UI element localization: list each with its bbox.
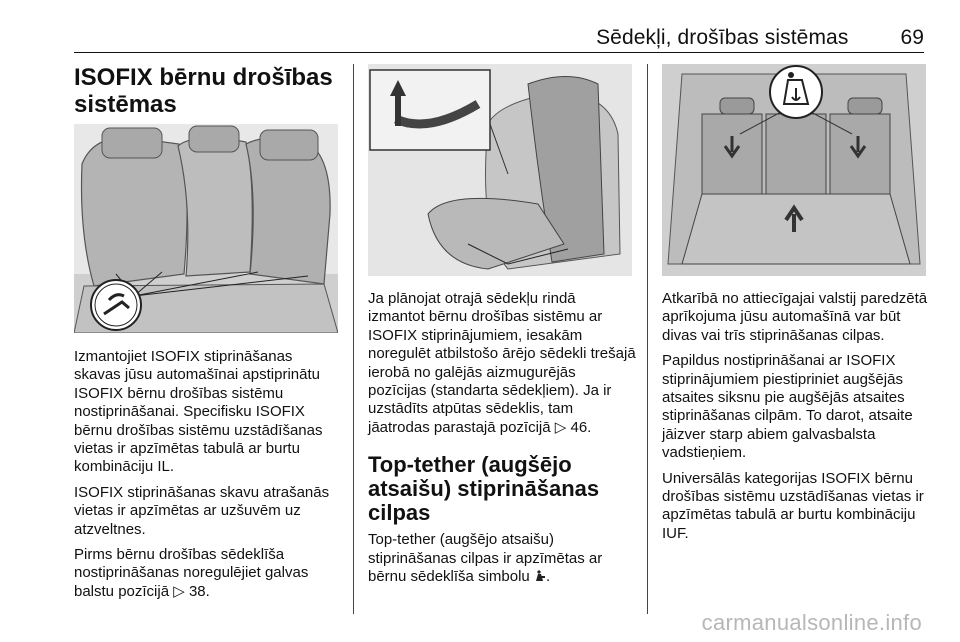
page-number: 69	[900, 26, 924, 49]
figure-seat-adjustment	[368, 64, 632, 276]
column-divider-1	[353, 64, 354, 614]
page-header	[596, 26, 924, 50]
paragraph: Top-tether (augšējo atsaišu) stiprināšanas cilpas ir apzīmētas ar bērnu sēdeklīša simbolu .	[368, 531, 603, 586]
paragraph-text: Top-tether (augšējo atsaišu) stiprināšanas cilpas ir apzīmētas ar bērnu sēdeklīša simbolu	[368, 531, 603, 586]
column-3-text	[662, 290, 930, 550]
column-divider-2	[647, 64, 648, 614]
section-heading-top-tether: Top-tether (augšējo atsaišu) stiprināšanas cilpas	[368, 452, 600, 526]
column-2-text	[368, 290, 636, 593]
paragraph: Izmantojiet ISOFIX stiprināšanas skavas jūsu automašīnai apstiprinātu ISOFIX bērnu drošības sistēmu nostiprināšanai. Specifisku ISOFIX bērnu drošības sistēmu uzstādīšanas vietas ir apzīmētas tabulā ar burtu kombināciju IL.	[74, 348, 323, 476]
paragraph-text: Ja plānojat otrajā sēdekļu rindā izmantot bērnu drošības sistēmu ar ISOFIX stiprinājumiem, iesakām noregulēt atbilstošo ārējo sēdekli trešajā ierobā no galējās aizmugurējās pozīcijas (standarta sēdekļiem). Ja ir uzstādīts atpūtas sēdeklis, tam jāatrodas parastajā pozīcijā	[368, 290, 636, 436]
figure-top-tether-loops	[662, 64, 926, 276]
paragraph: Atkarībā no attiecīgajai valstij paredzētā aprīkojuma jūsu automašīnā var būt divas vai trīs stiprināšanas cilpas.	[662, 290, 928, 344]
ref-arrow-icon: ▷	[173, 582, 185, 600]
column-1-text	[74, 348, 342, 608]
paragraph	[74, 546, 342, 601]
figure-rear-seat-isofix	[74, 124, 338, 333]
header-rule	[74, 52, 924, 53]
paragraph: Papildus nostiprināšanai ar ISOFIX stiprinājumiem piestipriniet augšējās atsaites siksnu pie augšējās atsaites stiprināšanas cilpām. To darot, atsaite jāizver starp abiem galvasbalsta vadstieņiem.	[662, 352, 913, 462]
column-1	[74, 64, 336, 118]
paragraph	[368, 290, 636, 437]
watermark: carmanualsonline.info	[701, 610, 922, 635]
page-reference: 38.	[188, 582, 210, 600]
ref-arrow-icon: ▷	[554, 418, 567, 436]
section-heading-isofix: ISOFIX bērnu drošības sistēmas	[74, 64, 333, 118]
page-reference: 46.	[570, 418, 592, 436]
child-seat-icon	[534, 570, 546, 582]
paragraph-text: Pirms bērnu drošības sēdeklīša nostiprināšanas noregulējiet galvas balstu pozīcijā	[74, 546, 309, 600]
paragraph: ISOFIX stiprināšanas skavu atrašanās vietas ir apzīmētas ar uzšuvēm uz atzveltnes.	[74, 483, 330, 538]
paragraph: Universālās kategorijas ISOFIX bērnu drošības sistēmu uzstādīšanas vietas ir apzīmētas tabulā ar burtu kombināciju IUF.	[662, 469, 924, 542]
header-title: Sēdekļi, drošības sistēmas	[596, 26, 849, 49]
